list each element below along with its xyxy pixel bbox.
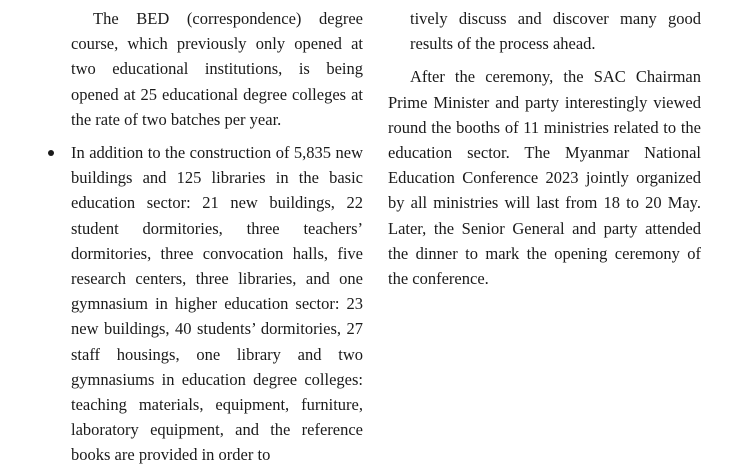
paragraph: After the ceremony, the SAC Chairman Prime Minister and party interestingly viewed round the booths of 11 ministries related to the education sector. The Myanmar National Education Conference 2023 jointly organized by all ministries will last from 18 to 20 May. Later, the Senior General and party attended the dinner to mark the opening ceremony of the conference. bbox=[388, 67, 701, 289]
left-column bbox=[71, 6, 363, 468]
bullet-item-text: In addition to the construction of 5,835 new buildings and 125 libraries in the basic education sector: 21 new buildings, 22 student dormitories, three teachers’ dormitories, three convocation halls, five research centers, three libraries, and one gymnasium in higher education sector: 23 new buildings, 40 students’ dormitories, 27 staff housings, one library and two gymnasiums in education degree colleges: teaching materials, equipment, furniture, laboratory equipment, and the reference books are provided in order to bbox=[71, 143, 363, 465]
paragraph-continued: tively discuss and discover many good results of the process ahead. bbox=[410, 9, 701, 54]
bullet-icon bbox=[48, 150, 54, 156]
bullet-list-item bbox=[71, 140, 363, 468]
right-column bbox=[388, 6, 701, 291]
paragraph-continued: The BED (correspondence) degree course, which previously only opened at two educational institutions, is being opened at 25 educational degree colleges at the rate of two batches per year. bbox=[71, 9, 363, 129]
